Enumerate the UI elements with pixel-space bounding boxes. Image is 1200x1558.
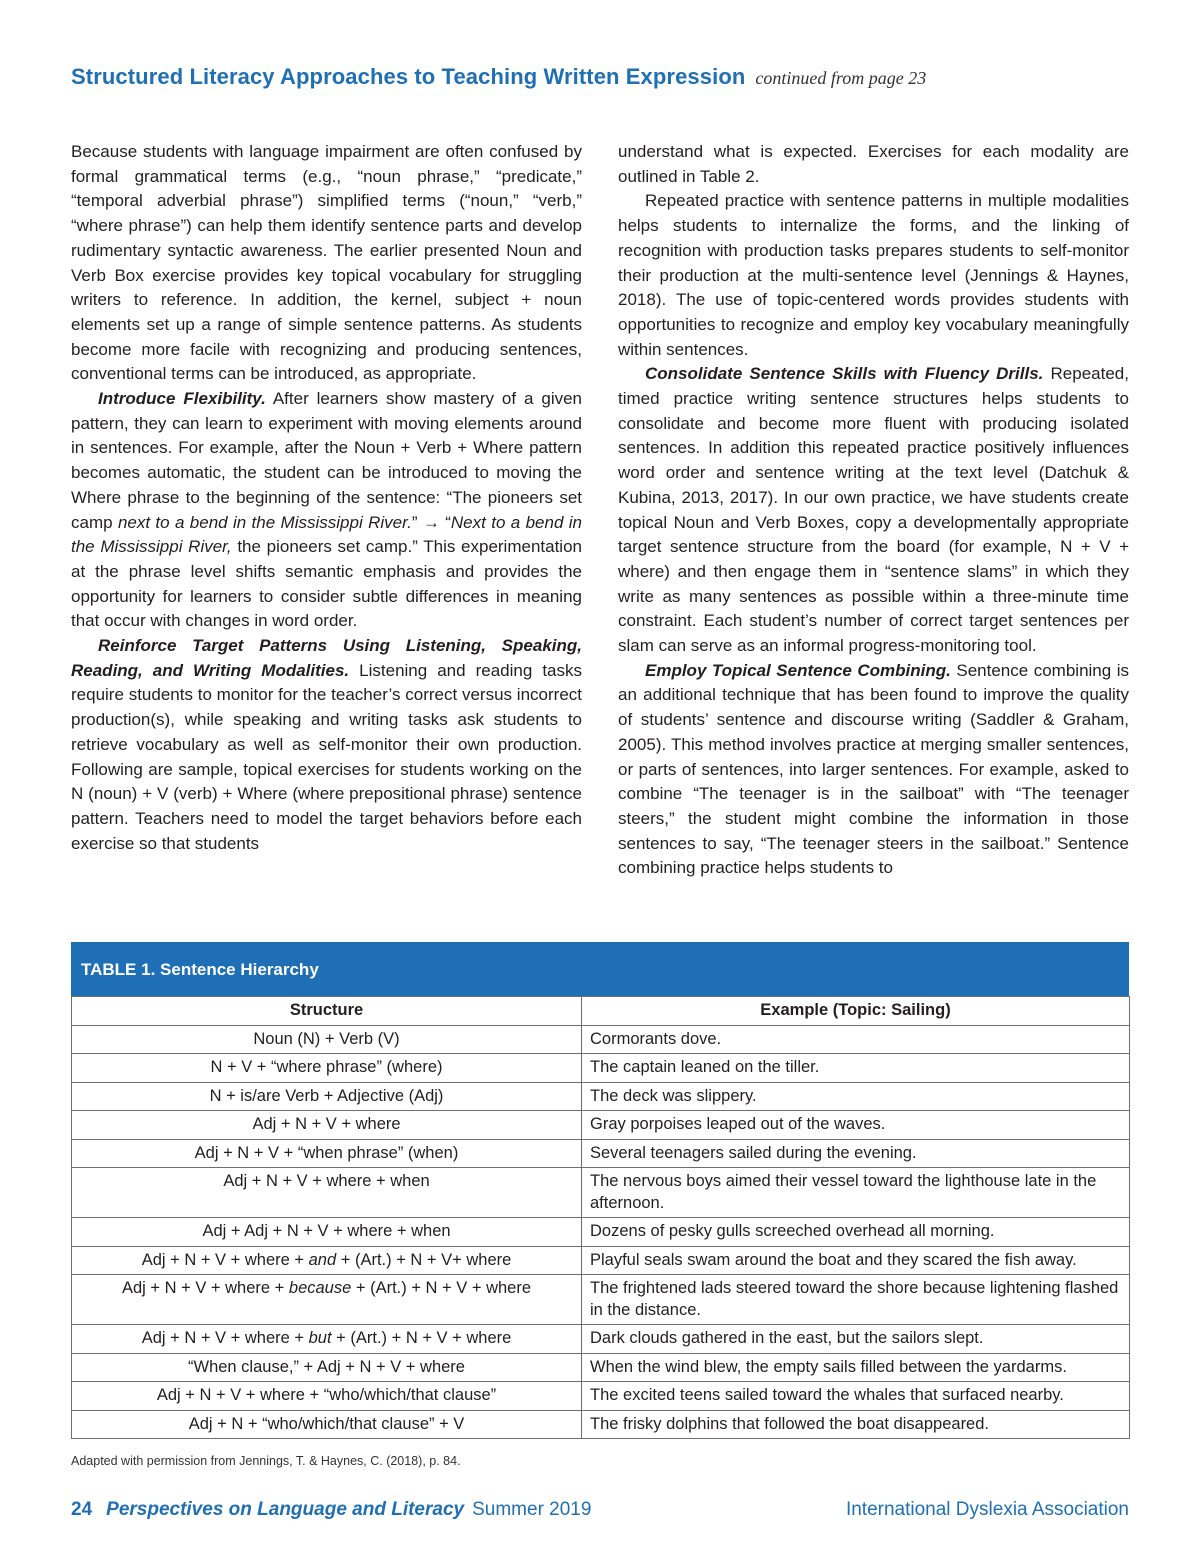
right-column bbox=[618, 140, 1129, 910]
structure-cell: Adj + N + V + where + because + (Art.) + N + V + where bbox=[72, 1275, 582, 1325]
structure-cell: Adj + N + V + where + and + (Art.) + N + V+ where bbox=[72, 1246, 582, 1275]
table-row bbox=[72, 1025, 1130, 1054]
paragraph: Because students with language impairment are often confused by formal grammatical terms (e.g., “noun phrase,” “predicate,” “temporal adverbial phrase”) simplified terms (“noun,” “verb,” “where phrase”) can help them identify sentence parts and develop rudimentary syntactic awareness. The earlier presented Noun and Verb Box exercise provides key topical vocabulary for struggling writers to reference. In addition, the kernel, subject + noun elements set up a range of simple sentence patterns. As students become more facile with recognizing and producing sentences, conventional terms can be introduced, as appropriate. bbox=[71, 142, 582, 384]
table-source-note: Adapted with permission from Jennings, T. & Haynes, C. (2018), p. 84. bbox=[71, 1454, 461, 1468]
structure-cell: N + is/are Verb + Adjective (Adj) bbox=[72, 1082, 582, 1111]
structure-cell: Adj + Adj + N + V + where + when bbox=[72, 1218, 582, 1247]
structure-cell: “When clause,” + Adj + N + V + where bbox=[72, 1353, 582, 1382]
example-cell: Several teenagers sailed during the evening. bbox=[582, 1139, 1130, 1168]
page-header bbox=[71, 64, 1131, 100]
issue-season: Summer 2019 bbox=[472, 1499, 592, 1520]
table-row bbox=[72, 1275, 1130, 1325]
paragraph-lead: Employ Topical Sentence Combining. bbox=[645, 660, 951, 680]
structure-cell: N + V + “where phrase” (where) bbox=[72, 1054, 582, 1083]
table-row bbox=[72, 1111, 1130, 1140]
example-cell: When the wind blew, the empty sails filled between the yardarms. bbox=[582, 1353, 1130, 1382]
table bbox=[71, 996, 1130, 1439]
article-title: Structured Literacy Approaches to Teaching Written Expression bbox=[71, 64, 746, 89]
table-row bbox=[72, 1410, 1130, 1439]
table-row bbox=[72, 1218, 1130, 1247]
table-title: TABLE 1. Sentence Hierarchy bbox=[71, 942, 1129, 996]
example-cell: The nervous boys aimed their vessel toward the lighthouse late in the afternoon. bbox=[582, 1168, 1130, 1218]
structure-cell: Adj + N + V + where + but + (Art.) + N + V + where bbox=[72, 1325, 582, 1354]
continued-note: continued from page 23 bbox=[755, 68, 927, 88]
example-cell: Playful seals swam around the boat and they scared the fish away. bbox=[582, 1246, 1130, 1275]
table-row bbox=[72, 1382, 1130, 1411]
paragraph: Reinforce Target Patterns Using Listening, Speaking, Reading, and Writing Modalities. Listening and reading tasks require students to monitor for the teacher’s correct versus incorrect production(s), while speaking and writing tasks ask students to retrieve vocabulary as well as self-monitor their own production. Following are sample, topical exercises for students working on the N (noun) + V (verb) + Where (where prepositional phrase) sentence pattern. Teachers need to model the target behaviors before each exercise so that students bbox=[71, 636, 582, 853]
paragraph-lead: Consolidate Sentence Skills with Fluency Drills. bbox=[645, 364, 1044, 384]
example-cell: Cormorants dove. bbox=[582, 1025, 1130, 1054]
publication-name: Perspectives on Language and Literacy bbox=[106, 1499, 465, 1520]
sentence-hierarchy-table bbox=[71, 942, 1129, 1439]
table-row bbox=[72, 1353, 1130, 1382]
paragraph: Consolidate Sentence Skills with Fluency Drills. Repeated, timed practice writing sentence structures helps students to consolidate and become more fluent with producing isolated sentences. In addition this repeated practice positively influences word order and sentence writing at the text level (Datchuk & Kubina, 2013, 2017). In our own practice, we have students create topical Noun and Verb Boxes, copy a developmentally appropriate target sentence structure from the board (for example, N + V + where) and then engage them in “sentence slams” in which they write as many sentences as possible within a three-minute time constraint. Each student’s number of correct target sentences per slam can serve as an informal progress-monitoring tool. bbox=[618, 364, 1129, 656]
column-header-structure: Structure bbox=[72, 997, 582, 1026]
example-cell: Gray porpoises leaped out of the waves. bbox=[582, 1111, 1130, 1140]
structure-cell: Adj + N + V + “when phrase” (when) bbox=[72, 1139, 582, 1168]
column-header-example: Example (Topic: Sailing) bbox=[582, 997, 1130, 1026]
paragraph: Repeated practice with sentence patterns in multiple modalities helps students to internalize the forms, and the linking of recognition with production tasks prepares students to self-monitor their production at the multi-sentence level (Jennings & Haynes, 2018). The use of topic-centered words provides students with opportunities to recognize and employ key vocabulary meaningfully within sentences. bbox=[618, 191, 1129, 359]
table-row bbox=[72, 1168, 1130, 1218]
table-row bbox=[72, 1139, 1130, 1168]
structure-cell: Adj + N + V + where + “who/which/that clause” bbox=[72, 1382, 582, 1411]
example-cell: Dark clouds gathered in the east, but the sailors slept. bbox=[582, 1325, 1130, 1354]
table-row bbox=[72, 1246, 1130, 1275]
paragraph-lead: Introduce Flexibility. bbox=[98, 389, 266, 409]
table-header-row bbox=[72, 997, 1130, 1026]
structure-cell: Adj + N + V + where + when bbox=[72, 1168, 582, 1218]
example-cell: The frisky dolphins that followed the boat disappeared. bbox=[582, 1410, 1130, 1439]
page-number: 24 bbox=[71, 1499, 93, 1520]
structure-cell: Adj + N + V + where bbox=[72, 1111, 582, 1140]
table-row bbox=[72, 1054, 1130, 1083]
structure-cell: Adj + N + “who/which/that clause” + V bbox=[72, 1410, 582, 1439]
example-cell: The captain leaned on the tiller. bbox=[582, 1054, 1130, 1083]
example-cell: The deck was slippery. bbox=[582, 1082, 1130, 1111]
example-cell: The excited teens sailed toward the whales that surfaced nearby. bbox=[582, 1382, 1130, 1411]
paragraph: Introduce Flexibility. After learners show mastery of a given pattern, they can learn to experiment with moving elements around in sentences. For example, after the Noun + Verb + Where pattern becomes automatic, the student can be introduced to moving the Where phrase to the beginning of the sentence: “The pioneers set camp next to a bend in the Mississippi River.” → “Next to a bend in the Mississippi River, the pioneers set camp.” This experimentation at the phrase level shifts semantic emphasis and provides the opportunity for learners to consider subtle differences in meaning that occur with changes in word order. bbox=[71, 389, 582, 631]
paragraph-lead: Reinforce Target Patterns Using Listening, Speaking, Reading, and Writing Modalities. bbox=[71, 636, 582, 680]
example-cell: The frightened lads steered toward the shore because lightening flashed in the distance. bbox=[582, 1275, 1130, 1325]
paragraph: Employ Topical Sentence Combining. Sentence combining is an additional technique that has been found to improve the quality of students’ sentence and discourse writing (Saddler & Graham, 2005). This method involves practice at merging smaller sentences, or parts of sentences, into larger sentences. For example, asked to combine “The teenager is in the sailboat” with “The teenager steers,” the student might combine the information in those sentences to say, “The teenager steers in the sailboat.” Sentence combining practice helps students to bbox=[618, 660, 1129, 878]
table-row bbox=[72, 1325, 1130, 1354]
structure-cell: Noun (N) + Verb (V) bbox=[72, 1025, 582, 1054]
left-column bbox=[71, 140, 582, 910]
paragraph: understand what is expected. Exercises for each modality are outlined in Table 2. bbox=[618, 142, 1129, 186]
example-cell: Dozens of pesky gulls screeched overhead all morning. bbox=[582, 1218, 1130, 1247]
table-row bbox=[72, 1082, 1130, 1111]
organization-name: International Dyslexia Association bbox=[845, 1499, 1129, 1520]
page-footer bbox=[71, 1499, 1129, 1527]
